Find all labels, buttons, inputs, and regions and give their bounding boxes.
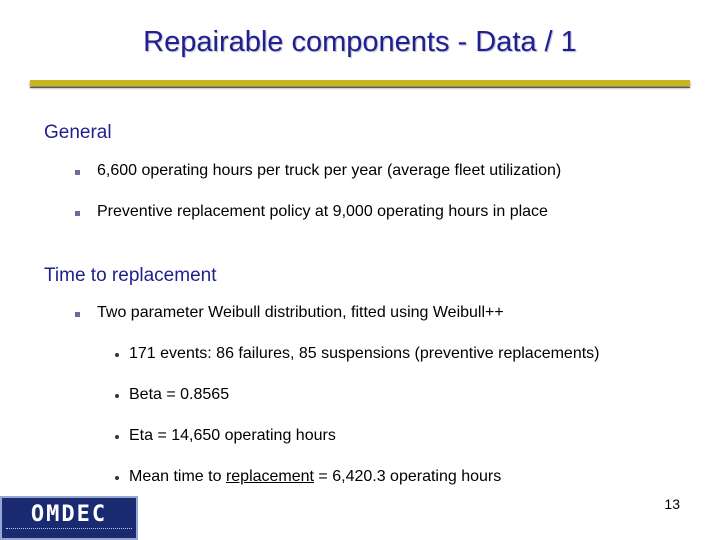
mean-time-underlined: replacement <box>225 468 314 485</box>
page-number: 13 <box>664 496 680 512</box>
mean-time-suffix: = 6,420.3 operating hours <box>313 468 502 485</box>
section-heading-general: General <box>44 122 112 143</box>
sub-bullet-mean-time <box>129 468 501 486</box>
omdec-logo <box>0 496 138 540</box>
sub-bullet-events: 171 events: 86 failures, 85 suspensions (preventive replacements) <box>129 345 600 362</box>
logo-tagline-line <box>6 528 132 533</box>
title-rule-gold <box>30 80 690 86</box>
slide-title: Repairable components - Data / 1 <box>143 26 577 58</box>
bullet-weibull: Two parameter Weibull distribution, fitted using Weibull++ <box>97 304 504 321</box>
round-bullet-icon <box>115 353 119 357</box>
round-bullet-icon <box>115 476 119 480</box>
bullet-replacement-policy: Preventive replacement policy at 9,000 operating hours in place <box>97 203 548 220</box>
sub-bullet-beta: Beta = 0.8565 <box>129 386 230 403</box>
section-heading-time-to-replacement: Time to replacement <box>44 265 217 286</box>
logo-wordmark: OMDEC <box>30 502 108 527</box>
sub-bullet-eta: Eta = 14,650 operating hours <box>129 427 336 444</box>
square-bullet-icon <box>75 211 80 216</box>
round-bullet-icon <box>115 435 119 439</box>
round-bullet-icon <box>115 394 119 398</box>
bullet-utilization: 6,600 operating hours per truck per year (average fleet utilization) <box>97 162 562 179</box>
square-bullet-icon <box>75 312 80 317</box>
square-bullet-icon <box>75 170 80 175</box>
mean-time-prefix: Mean time to <box>129 468 226 485</box>
title-rule-dark <box>30 87 690 88</box>
